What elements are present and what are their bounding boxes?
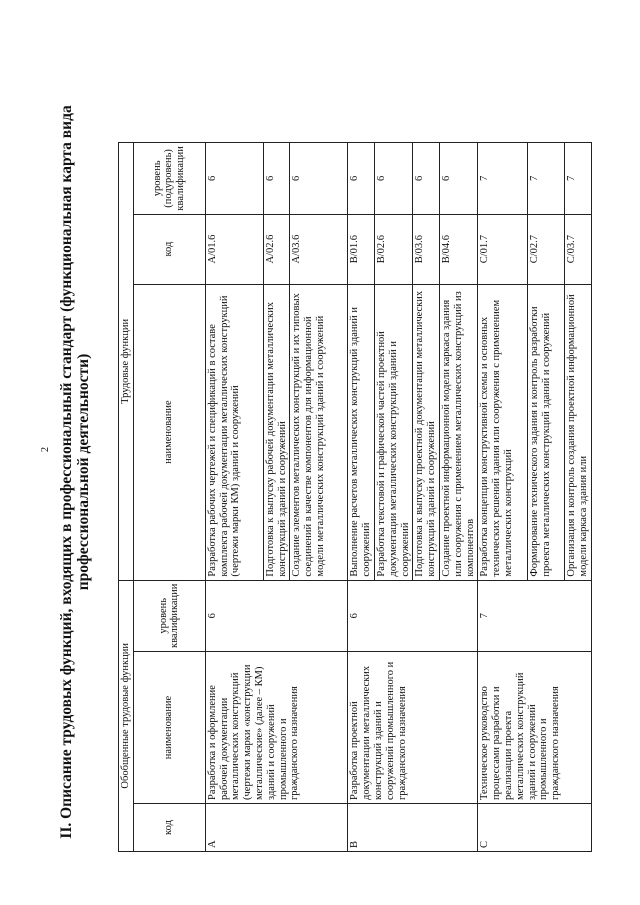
function-level: 6 <box>205 143 263 214</box>
function-name: Подготовка к выпуску рабочей документации металлических конструкций зданий и сооружений <box>263 284 290 580</box>
function-level: 6 <box>348 143 375 214</box>
function-level: 6 <box>413 143 440 214</box>
function-code: A/02.6 <box>263 214 290 284</box>
function-code: A/03.6 <box>290 214 348 284</box>
function-level: 6 <box>439 143 477 214</box>
function-code: C/02.7 <box>528 214 565 284</box>
rotated-page <box>58 72 590 872</box>
group-code: С <box>478 804 592 852</box>
group-name: Техническое руководство процессами разработки и реализации проекта металлических конструкций зданий и сооружений промышленного и гражданского назначения <box>478 652 592 804</box>
function-level: 7 <box>528 143 565 214</box>
function-level: 7 <box>478 143 528 214</box>
function-code: B/04.6 <box>439 214 477 284</box>
table-row <box>348 143 375 852</box>
function-code: A/01.6 <box>205 214 263 284</box>
header-level: уровень квалификации <box>133 580 205 651</box>
function-name: Разработка рабочих чертежей и спецификаций в составе комплекта рабочей документации металлических конструкций (чертежи марки КМ) зданий и сооружений <box>205 284 263 580</box>
function-name: Создание элементов металлических конструкций и их типовых соединений в качестве компонентов для информационной модели металлических конструкций зданий и сооружений <box>290 284 348 580</box>
function-code: C/03.7 <box>565 214 592 284</box>
function-level: 6 <box>263 143 290 214</box>
function-level: 7 <box>565 143 592 214</box>
function-code: B/03.6 <box>413 214 440 284</box>
function-code: B/02.6 <box>374 214 412 284</box>
title-line-2: профессиональной деятельности) <box>75 353 92 591</box>
function-name: Создание проектной информационной модели каркаса здания или сооружения с применением металлических конструкций из компонентов <box>439 284 477 580</box>
function-code: B/01.6 <box>348 214 375 284</box>
header-fn-name: наименование <box>133 284 205 580</box>
function-name: Разработка концепции конструктивной схемы и основных технических решений здания или сооружения с применением металлических конструкций <box>478 284 528 580</box>
header-code: код <box>133 804 205 852</box>
function-level: 6 <box>374 143 412 214</box>
header-generalized: Обобщенные трудовые функции <box>119 580 134 851</box>
function-code: C/01.7 <box>478 214 528 284</box>
header-fn-code: код <box>133 214 205 284</box>
functions-table <box>118 142 592 852</box>
group-level: 6 <box>205 580 348 651</box>
group-code: А <box>205 804 348 852</box>
function-name: Организация и контроль создания проектной информационной модели каркаса здания или <box>565 284 592 580</box>
function-name: Разработка текстовой и графической частей проектной документации металлических конструкций зданий и сооружений <box>374 284 412 580</box>
function-name: Выполнение расчетов металлических конструкций зданий и сооружений <box>348 284 375 580</box>
page-number: 2 <box>40 447 51 452</box>
group-level: 7 <box>478 580 592 651</box>
group-name: Разработка проектной документации металлических конструкций зданий и сооружений промышленного и гражданского назначения <box>348 652 478 804</box>
group-level: 6 <box>348 580 478 651</box>
group-name: Разработка и оформление рабочей документации металлических конструкций (чертежи марки «конструкции металлические» (далее – КМ) зданий и сооружений промышленного и гражданского назначения <box>205 652 348 804</box>
function-level: 6 <box>290 143 348 214</box>
function-name: Формирование технического задания и контроль разработки проекта металлических конструкций зданий и сооружений <box>528 284 565 580</box>
title-line-1: II. Описание трудовых функций, входящих в профессиональный стандарт (функциональная карта вида <box>58 105 75 839</box>
header-name: наименование <box>133 652 205 804</box>
table-row <box>478 143 528 852</box>
group-code: В <box>348 804 478 852</box>
function-name: Подготовка к выпуску проектной документации металлических конструкций зданий и сооружений <box>413 284 440 580</box>
header-fn-level: уровень (подуровень) квалификации <box>133 143 205 214</box>
header-labor: Трудовые функции <box>119 143 134 580</box>
section-title <box>58 72 92 872</box>
table-row <box>205 143 263 852</box>
